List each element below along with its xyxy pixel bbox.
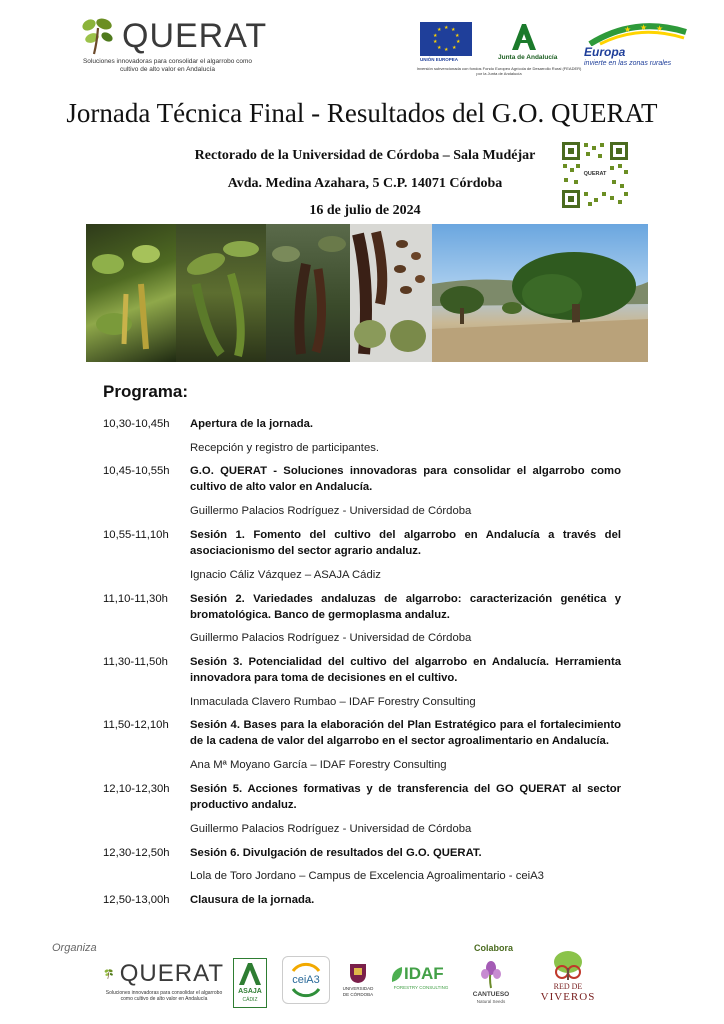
- red-de-viveros-logo: [536, 950, 600, 1008]
- qr-code[interactable]: [560, 140, 630, 210]
- eu-caption: UNIÓN EUROPEA: [420, 57, 459, 62]
- footer-querat-wordmark: QUERAT: [119, 960, 224, 987]
- idaf-sub: FORESTRY CONSULTING: [393, 985, 449, 990]
- uco-logo: [340, 962, 376, 1004]
- event-date: 16 de julio de 2024: [309, 203, 421, 218]
- svg-text:★: ★: [640, 23, 648, 32]
- leaf-logo-icon: [80, 16, 116, 56]
- organiza-label: Organiza: [52, 942, 97, 954]
- university-crest-icon: [348, 962, 368, 984]
- leaf-logo-icon: [104, 960, 114, 988]
- europa-subtitle: invierte en las zonas rurales: [584, 60, 672, 67]
- photo-green-pods: [176, 224, 266, 362]
- tree-nursery-icon: [548, 950, 588, 982]
- qr-label: QUERAT: [583, 171, 607, 177]
- event-title: Jornada Técnica Final - Resultados del G.O. QUERAT: [66, 98, 658, 128]
- program-title: Sesión 2. Variedades andaluzas de algarrobo: caracterización genética y bromatológica. Banco de germoplasma andaluz.: [190, 593, 621, 621]
- program-time: 12,50-13,00h: [103, 894, 170, 906]
- program-heading: Programa:: [103, 382, 189, 401]
- svg-text:★: ★: [656, 24, 664, 33]
- idaf-name: IDAF: [404, 964, 444, 983]
- program-speaker: Ana Mª Moyano García – IDAF Forestry Consulting: [190, 759, 447, 771]
- venue-line-2: Avda. Medina Azahara, 5 C.P. 14071 Córdoba: [227, 176, 503, 191]
- program-time: 12,10-12,30h: [103, 783, 170, 795]
- footer-querat-tagline: Soluciones innovadoras para consolidar el algarrobo como cultivo de alto valor en Andalucía: [105, 990, 223, 1002]
- venue-line-1: Rectorado de la Universidad de Córdoba – Sala Mudéjar: [194, 148, 536, 163]
- program-speaker: Inmaculada Clavero Rumbao – IDAF Forestry Consulting: [190, 696, 476, 708]
- program-title: Sesión 4. Bases para la elaboración del Plan Estratégico para el fortalecimiento de la cadena de valor del algarrobo en el sector agroalimentario en Andalucía.: [190, 719, 621, 747]
- querat-wordmark: QUERAT: [122, 17, 268, 55]
- uco-line-1: UNIVERSIDAD: [342, 986, 374, 991]
- program-title: G.O. QUERAT - Soluciones innovadoras para consolidar el algarrobo como cultivo de alto valor en Andalucía.: [190, 465, 621, 493]
- junta-andalucia-icon: [504, 22, 544, 52]
- lavender-flower-icon: [476, 960, 506, 990]
- program-time: 11,50-12,10h: [103, 719, 169, 731]
- cantueso-logo: [466, 958, 516, 1012]
- viveros-line-2: VIVEROS: [540, 991, 596, 1003]
- program-title: Sesión 6. Divulgación de resultados del G.O. QUERAT.: [190, 847, 482, 859]
- photo-strip: [86, 224, 648, 362]
- program-speaker: Guillermo Palacios Rodríguez - Universidad de Córdoba: [190, 505, 472, 517]
- star-swoosh-icon: [580, 22, 690, 46]
- program-title: Sesión 5. Acciones formativas y de transferencia del GO QUERAT al sector productivo andaluz.: [190, 783, 621, 811]
- program-title: Sesión 3. Potencialidad del cultivo del algarrobo en Andalucía. Herramienta innovadora para toma de decisiones en el cultivo.: [190, 656, 621, 684]
- svg-text:★: ★: [624, 25, 632, 34]
- program-speaker: Recepción y registro de participantes.: [190, 442, 380, 454]
- cantueso-name: CANTUESO: [472, 991, 510, 998]
- program-time: 10,30-10,45h: [103, 418, 170, 430]
- asaja-logo: [233, 958, 267, 1008]
- colabora-label: Colabora: [474, 943, 514, 953]
- program-title: Apertura de la jornada.: [190, 418, 314, 430]
- program-speaker: Guillermo Palacios Rodríguez - Universidad de Córdoba: [190, 823, 472, 835]
- program-speaker: Guillermo Palacios Rodríguez - Universidad de Córdoba: [190, 632, 472, 644]
- idaf-leaf-icon: [390, 966, 404, 984]
- uco-line-2: DE CÓRDOBA: [342, 992, 374, 997]
- program-time: 11,10-11,30h: [103, 593, 168, 605]
- program-time: 12,30-12,50h: [103, 847, 170, 859]
- europa-word: Europa: [584, 45, 626, 59]
- junta-name: Junta de Andalucía: [498, 54, 558, 61]
- program-speaker: Ignacio Cáliz Vázquez – ASAJA Cádiz: [190, 569, 381, 581]
- feader-fine-print: Inversión subvencionada con fondos Fondo Europeo Agrícola de Desarrollo Rural (FEADER) por la Junta de Andalucía: [416, 66, 582, 76]
- photo-carob-flowers: [86, 224, 176, 362]
- program-speaker: Lola de Toro Jordano – Campus de Excelencia Agroalimentario - ceiA3: [190, 870, 544, 882]
- program-time: 11,30-11,50h: [103, 656, 168, 668]
- photo-seeds: [350, 224, 432, 362]
- program-title: Sesión 1. Fomento del cultivo del algarrobo en Andalucía a través del asociacionismo del sector agrario andaluz.: [190, 529, 621, 557]
- photo-ripe-pods: [266, 224, 350, 362]
- asaja-name: ASAJA: [238, 988, 262, 995]
- cantueso-sub: Natural Seeds: [476, 999, 506, 1004]
- footer-querat-logo: [104, 960, 224, 1002]
- europa-rural-logo: [580, 22, 690, 72]
- asaja-sub: CÁDIZ: [242, 997, 258, 1003]
- idaf-logo: [390, 964, 452, 994]
- asaja-mark-icon: [235, 961, 265, 987]
- program-time: 10,45-10,55h: [103, 465, 170, 477]
- querat-logo: [80, 16, 270, 74]
- photo-carob-tree-landscape: [432, 224, 648, 362]
- program-time: 10,55-11,10h: [103, 529, 169, 541]
- program-title: Clausura de la jornada.: [190, 894, 315, 906]
- ceia3-logo: [282, 956, 330, 1004]
- ceia3-name: ceiA3: [292, 974, 320, 986]
- viveros-line-1: RED DE: [553, 982, 583, 991]
- eu-junta-logos: [416, 22, 582, 78]
- eu-flag-icon: ★ ★ ★ ★ ★ ★ ★ ★ ★ ★: [420, 22, 472, 56]
- querat-tagline: Soluciones innovadoras para consolidar el algarrobo como cultivo de alto valor en Andalucía: [82, 58, 253, 73]
